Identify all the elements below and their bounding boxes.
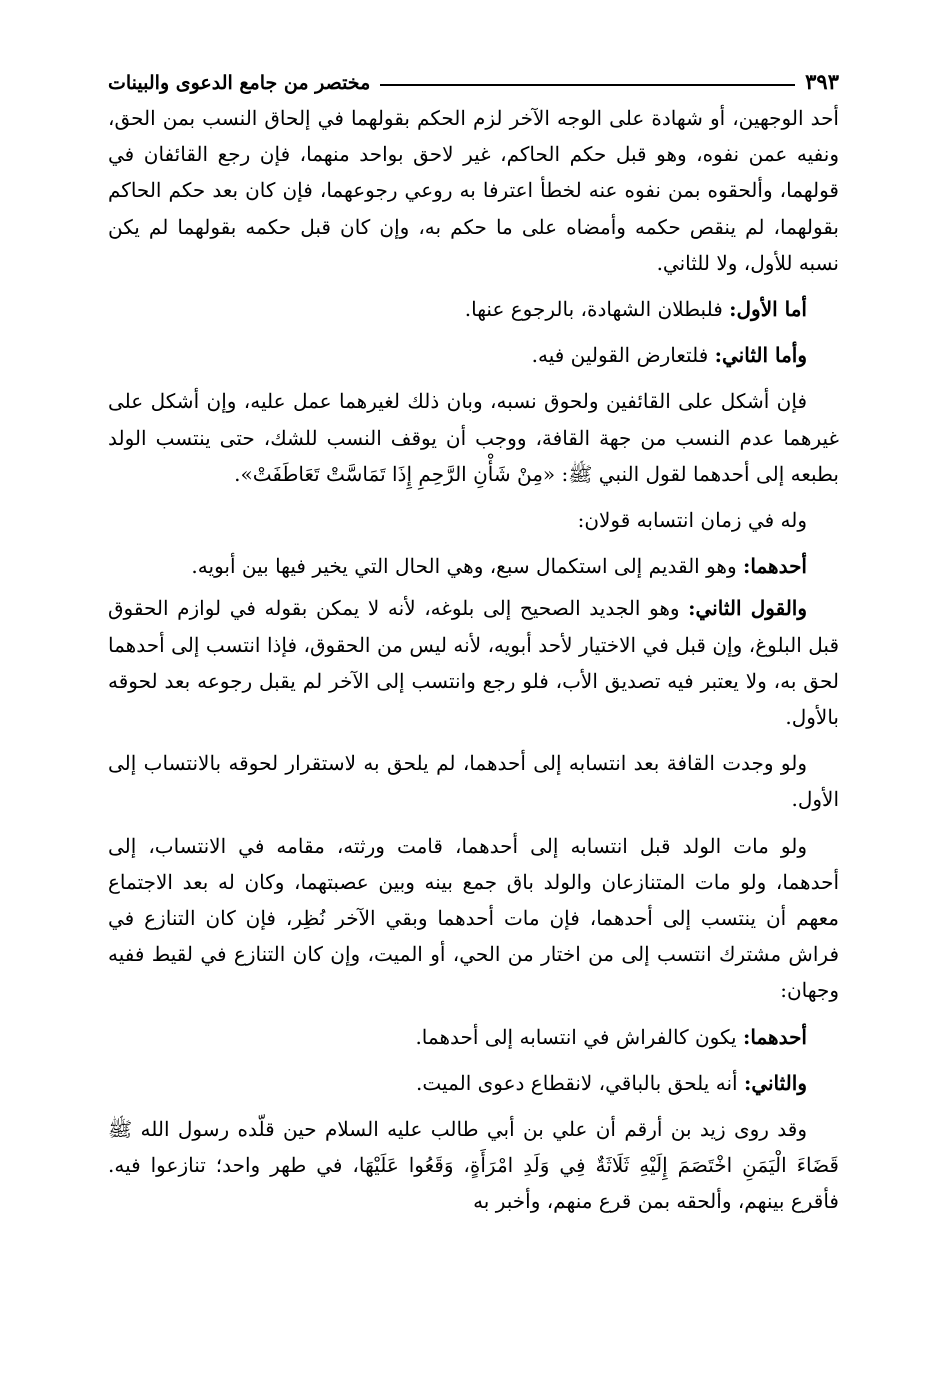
paragraph-lead: أما الأول: bbox=[729, 297, 807, 322]
paragraph-text: ولو مات الولد قبل انتسابه إلى أحدهما، قامت ورثته، مقامه في الانتساب، إلى أحدهما، ولو مات المتنازعان والولد باق جمع بينه وبين عصبتهما، وكان له بعد الاجتماع معهم أن ينتسب إلى أحدهما، فإن مات أحدهما وبقي الآخر نُظِر، فإن كان التنازع في فراش مشترك انتسب إلى من اختار من الحي، أو الميت، وإن كان التنازع في لقيط ففيه وجهان: bbox=[108, 833, 840, 1003]
paragraph-text: أنه يلحق بالباقي، لانقطاع دعوى الميت. bbox=[416, 1070, 744, 1095]
paragraph-text: فلبطلان الشهادة، بالرجوع عنها. bbox=[464, 297, 730, 322]
body-text bbox=[108, 100, 839, 1220]
paragraph bbox=[108, 291, 839, 327]
paragraph bbox=[108, 590, 839, 735]
paragraph-lead: والثاني: bbox=[743, 1070, 807, 1095]
paragraph-lead: والقول الثاني: bbox=[688, 596, 808, 621]
paragraph-text: ولو وجدت القافة بعد انتسابه إلى أحدهما، لم يلحق به لاستقرار لحوقه بالانتساب إلى الأول. bbox=[108, 751, 839, 812]
paragraph bbox=[108, 745, 839, 817]
paragraph bbox=[108, 1019, 839, 1055]
paragraph-lead: أحدهما: bbox=[742, 554, 807, 579]
paragraph-lead: وأما الثاني: bbox=[714, 343, 807, 368]
paragraph bbox=[108, 1111, 839, 1220]
paragraph bbox=[108, 828, 839, 1009]
paragraph bbox=[108, 383, 839, 492]
paragraph-text: وهو الجديد الصحيح إلى بلوغه، لأنه لا يمكن بقوله في لوازم الحقوق قبل البلوغ، وإن قبل في الاختيار لأحد أبويه، لأنه ليس من الحقوق، فإذا انتسب إلى أحدهما لحق به، ولا يعتبر فيه تصديق الأب، فلو رجع وانتسب إلى الآخر لم يقبل رجوعه بعد لحوقه بالأول. bbox=[108, 596, 839, 730]
book-title: مختصر من جامع الدعوى والبينات bbox=[108, 72, 371, 94]
paragraph-text: فإن أشكل على القائفين ولحوق نسبه، وبان ذلك لغيرهما عمل عليه، وإن أشكل على غيرهما عدم النسب من جهة القافة، ووجب أن يوقف النسب للشك، حتى ينتسب الولد بطبعه إلى أحدهما لقول النبي ﷺ: «مِنْ شَأْنِ الرَّحِمِ إِذَا تَمَاسَّتْ تَعَاطَفَتْ». bbox=[108, 389, 840, 486]
paragraph-text: وله في زمان انتسابه قولان: bbox=[577, 508, 807, 533]
running-header bbox=[108, 58, 839, 94]
header-rule bbox=[380, 84, 795, 86]
paragraph-text: أحد الوجهين، أو شهادة على الوجه الآخر لزم الحكم بقولهما في إلحاق النسب بمن الحق، ونفيه عمن نفوه، وهو قبل حكم الحاكم، غير لاحق بواحد منهما، فإن رجع القائفان في قولهما، وألحقوه بمن نفوه عنه لخطأ اعترفا به روعي رجوعهما، فإن كان بعد حكم الحاكم بقولهما، لم ينقص حكمه وأمضاه على ما حكم به، وإن كان قبل حكمه بقولهما لم يكن نسبه للأول، ولا للثاني. bbox=[108, 106, 839, 275]
paragraph bbox=[108, 100, 839, 281]
paragraph-text: يكون كالفراش في انتسابه إلى أحدهما. bbox=[415, 1024, 743, 1049]
paragraph bbox=[108, 548, 839, 584]
paragraph bbox=[108, 1065, 839, 1101]
paragraph-text: وهو القديم إلى استكمال سبع، وهي الحال التي يخير فيها بين أبويه. bbox=[191, 554, 743, 579]
paragraph bbox=[108, 337, 839, 373]
paragraph bbox=[108, 502, 839, 538]
paragraph-lead: أحدهما: bbox=[742, 1024, 807, 1049]
paragraph-text: فلتعارض القولين فيه. bbox=[531, 343, 715, 368]
paragraph-text: وقد روى زيد بن أرقم أن علي بن أبي طالب عليه السلام حين قلّده رسول الله ﷺ قَضَاءَ الْيَمَنِ اخْتَصَمَ إِلَيْهِ ثَلَاثَةٌ فِي وَلَدِ امْرَأَةٍ، وَقَعُوا عَلَيْهَا، في طهر واحد؛ تنازعوا فيه. فأقرع بينهم، وألحقه بمن قرع منهم، وأخبر به bbox=[108, 1117, 839, 1214]
page-number: ٣٩٣ bbox=[805, 69, 839, 94]
